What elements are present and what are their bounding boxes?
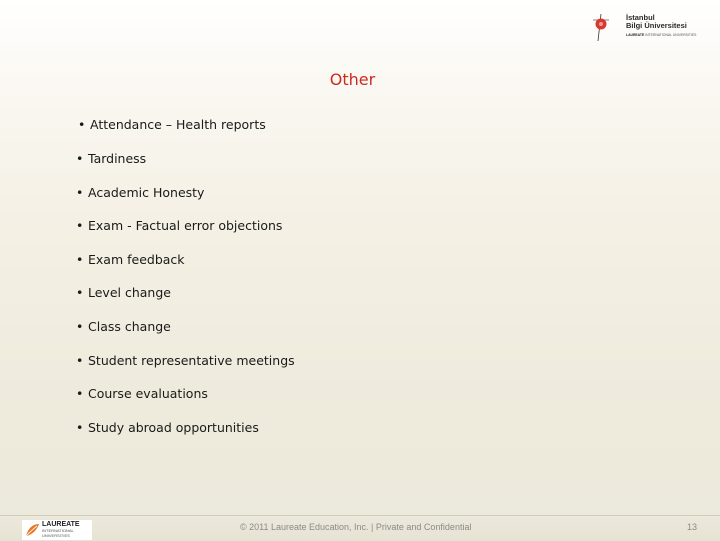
network-tagline-rest: INTERNATIONAL UNIVERSITIES xyxy=(644,33,697,37)
bullet-dot-icon: • xyxy=(76,285,84,300)
bullet-item xyxy=(76,252,185,267)
laureate-leaf-icon xyxy=(24,522,40,538)
bullet-text: Exam feedback xyxy=(88,252,185,267)
bullet-text: Exam - Factual error objections xyxy=(88,218,283,233)
bullet-dot-icon: • xyxy=(78,117,86,132)
bullet-text: Academic Honesty xyxy=(88,185,205,200)
bullet-text: Student representative meetings xyxy=(88,353,295,368)
laureate-logo-sub: INTERNATIONAL UNIVERSITIES xyxy=(42,528,74,538)
bullet-item xyxy=(76,353,295,368)
university-name-line2: Bilgi Üniversitesi xyxy=(626,21,687,30)
bullet-text: Course evaluations xyxy=(88,386,208,401)
bullet-item xyxy=(78,117,266,132)
bullet-item xyxy=(76,319,171,334)
bullet-text: Study abroad opportunities xyxy=(88,420,259,435)
bullet-dot-icon: • xyxy=(76,151,84,166)
bullet-dot-icon: • xyxy=(76,252,84,267)
bilgi-emblem-icon xyxy=(590,12,612,42)
bullet-text: Tardiness xyxy=(88,151,147,166)
bullet-dot-icon: • xyxy=(76,386,84,401)
bullet-dot-icon: • xyxy=(76,185,84,200)
bullet-dot-icon: • xyxy=(76,353,84,368)
laureate-logo xyxy=(22,520,92,540)
laureate-logo-name: LAUREATE xyxy=(42,521,80,528)
page-number: 13 xyxy=(687,522,698,532)
bullet-text: Attendance – Health reports xyxy=(90,117,266,132)
bilgi-logo xyxy=(590,12,708,42)
bullet-dot-icon: • xyxy=(76,420,84,435)
network-tagline xyxy=(626,33,696,38)
slide-title: Other xyxy=(329,70,376,89)
network-tagline-bold: LAUREATE xyxy=(626,33,645,37)
bullet-item xyxy=(76,218,282,233)
bullet-text: Level change xyxy=(88,285,171,300)
bullet-item xyxy=(76,185,204,200)
bullet-dot-icon: • xyxy=(76,319,84,334)
footer-copyright: © 2011 Laureate Education, Inc. | Private and Confidential xyxy=(240,522,472,532)
bullet-item xyxy=(76,285,171,300)
bullet-item xyxy=(76,151,146,166)
bullet-text: Class change xyxy=(88,319,171,334)
bullet-item xyxy=(76,420,259,435)
bullet-item xyxy=(76,386,208,401)
university-name-line1: İstanbul xyxy=(626,13,655,22)
bullet-dot-icon: • xyxy=(76,218,84,233)
